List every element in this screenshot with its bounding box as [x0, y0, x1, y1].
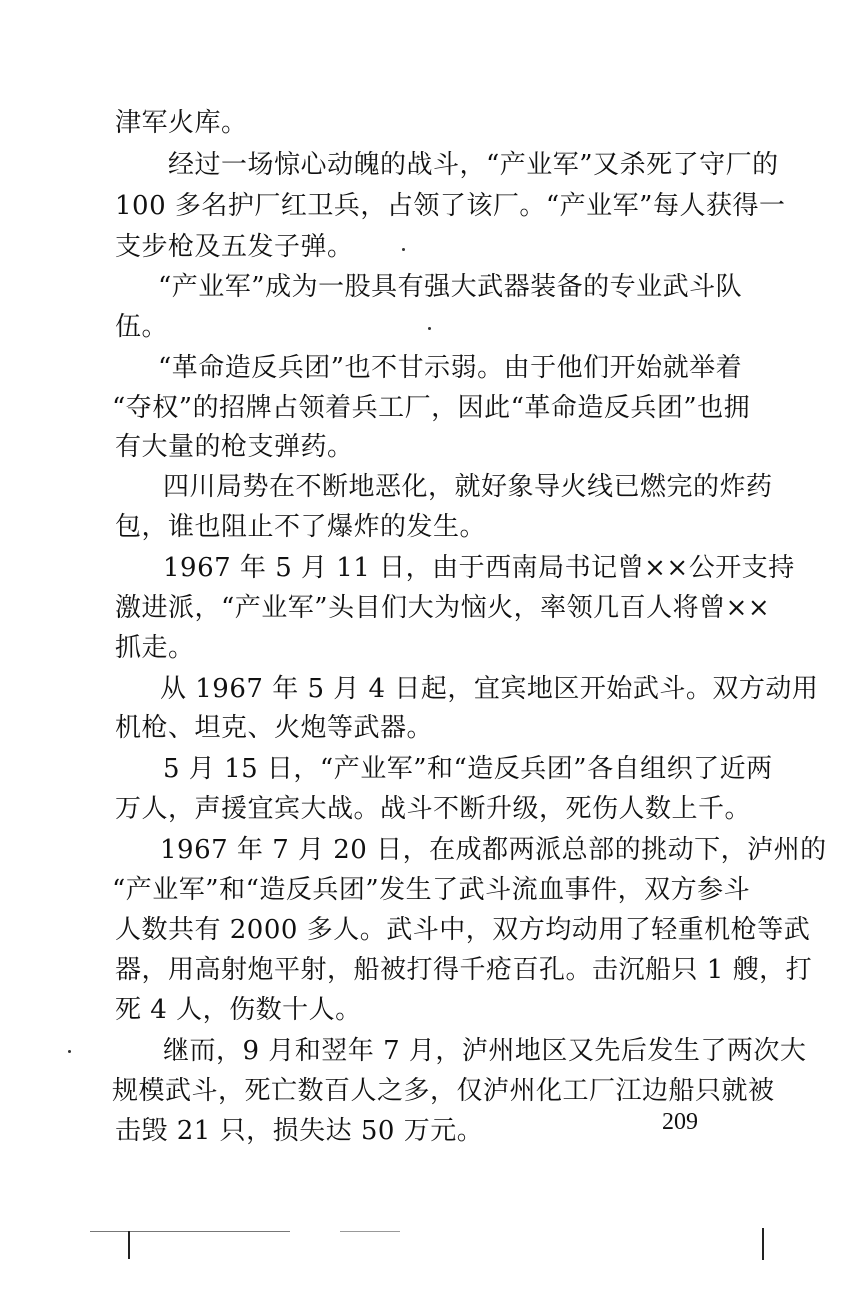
- text-line: “革命造反兵团”也不甘示弱。由于他们开始就举着: [158, 353, 743, 383]
- text-line: 规模武斗，死亡数百人之多，仅泸州化工厂江边船只就被: [112, 1076, 775, 1106]
- text-line: 有大量的枪支弹药。: [115, 432, 354, 462]
- scan-speck: [428, 327, 431, 330]
- text-line: 包，谁也阻止不了爆炸的发生。: [115, 512, 487, 542]
- text-line: 经过一场惊心动魄的战斗，“产业军”又杀死了守厂的: [168, 150, 779, 180]
- text-line: “产业军”和“造反兵团”发生了武斗流血事件，双方参斗: [112, 875, 751, 905]
- text-line: 死 4 人，伤数十人。: [115, 995, 362, 1025]
- scan-speck: [402, 248, 405, 251]
- text-line: “夺权”的招牌占领着兵工厂，因此“革命造反兵团”也拥: [112, 393, 751, 423]
- footer-rule: [90, 1231, 290, 1232]
- scan-speck: [68, 1050, 71, 1053]
- footer-rule: [340, 1231, 400, 1232]
- text-line: 击毁 21 只，损失达 50 万元。: [115, 1116, 484, 1146]
- text-line: 抓走。: [115, 633, 195, 663]
- text-line: 器，用高射炮平射，船被打得千疮百孔。击沉船只 1 艘，打: [115, 955, 813, 985]
- text-line: “产业军”成为一股具有强大武器装备的专业武斗队: [158, 272, 743, 302]
- crop-mark: [128, 1231, 130, 1259]
- text-line: 津军火库。: [115, 108, 248, 138]
- text-line: 伍。: [115, 312, 169, 342]
- text-line: 机枪、坦克、火炮等武器。: [115, 713, 434, 743]
- text-line: 1967 年 7 月 20 日，在成都两派总部的挑动下，泸州的: [160, 835, 827, 865]
- text-line: 继而，9 月和翌年 7 月，泸州地区又先后发生了两次大: [163, 1036, 807, 1066]
- text-line: 支步枪及五发子弹。: [115, 232, 354, 262]
- text-line: 人数共有 2000 多人。武斗中，双方均动用了轻重机枪等武: [115, 915, 811, 945]
- crop-mark: [762, 1228, 764, 1260]
- text-line: 100 多名护厂红卫兵，占领了该厂。“产业军”每人获得一: [115, 191, 786, 221]
- text-line: 5 月 15 日，“产业军”和“造反兵团”各自组织了近两: [163, 754, 773, 784]
- text-line: 激进派，“产业军”头目们大为恼火，率领几百人将曾××: [115, 593, 771, 623]
- page-number: 209: [662, 1109, 698, 1135]
- text-line: 万人，声援宜宾大战。战斗不断升级，死伤人数上千。: [115, 794, 752, 824]
- text-line: 四川局势在不断地恶化，就好象导火线已燃完的炸药: [163, 472, 773, 502]
- text-line: 从 1967 年 5 月 4 日起，宜宾地区开始武斗。双方动用: [160, 674, 819, 704]
- text-line: 1967 年 5 月 11 日，由于西南局书记曾××公开支持: [163, 553, 795, 583]
